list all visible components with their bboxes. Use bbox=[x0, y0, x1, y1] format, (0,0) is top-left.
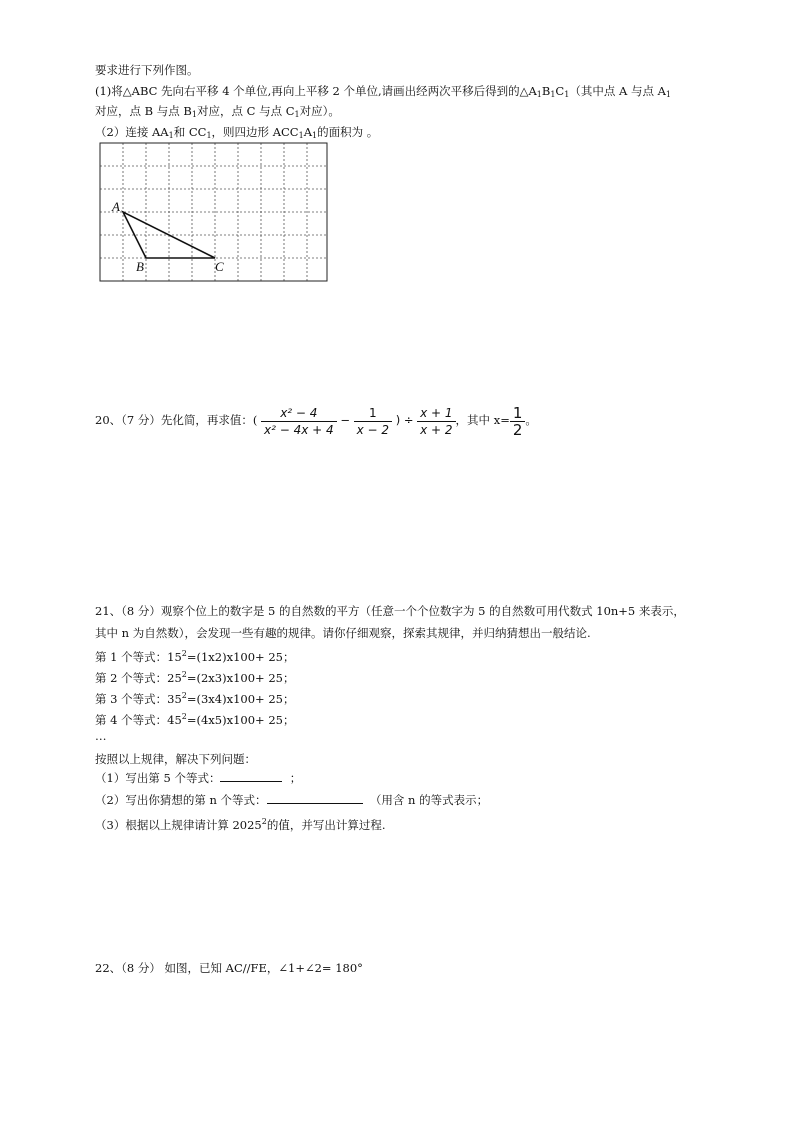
answer-blank-1[interactable] bbox=[220, 770, 282, 782]
q21-line2: 其中 n 为自然数），会发现一些有趣的规律。请你仔细观察，探索其规律，并归纳猜想出一般结论. bbox=[95, 626, 591, 640]
q19-part1-line2: 对应，点 B 与点 $B_1$对应，点 C 与点 $C_1$对应）。 bbox=[95, 104, 340, 119]
q21-eq3: 第 3 个等式：$35^2=(3x4)x100+ 25$； bbox=[95, 691, 295, 706]
q21-ellipsis: … bbox=[95, 729, 107, 743]
label-c: C bbox=[215, 259, 224, 274]
q19-part1-line1: (1)将△ABC 先向右平移 4 个单位,再向上平移 2 个单位,请画出经两次平移后得到的$\triangle A_1B_1C_1$（其中点 A 与点 $A_1$ bbox=[95, 84, 671, 99]
grid-lines bbox=[100, 143, 327, 281]
fraction-1: $\frac{\text{x² − 4}}{\text{x² − 4x + 4}}$ bbox=[261, 405, 337, 438]
q19-grid-figure bbox=[98, 141, 330, 283]
q21-sub1: （1）写出第 5 个等式： ； bbox=[95, 771, 302, 785]
q22-line: 22、（8 分） 如图，已知 AC//FE，∠1+∠2= 180° bbox=[95, 961, 363, 975]
q21-eq4: 第 4 个等式：$45^2=(4x5)x100+ 25$； bbox=[95, 712, 295, 727]
q21-line1: 21、（8 分）观察个位上的数字是 5 的自然数的平方（任意一个个位数字为 5 的自然数可用代数式 10n+5 来表示， bbox=[95, 604, 685, 618]
answer-blank-2[interactable] bbox=[267, 792, 363, 804]
q21-sub2: （2）写出你猜想的第 n 个等式： （用含 n 的等式表示； bbox=[95, 793, 489, 807]
fraction-4: $\frac{1}{2}$ bbox=[510, 405, 526, 438]
q21-eq2: 第 2 个等式：$25^2=(2x3)x100+ 25$； bbox=[95, 670, 295, 685]
q19-part2: （2）连接 $AA_1$和 $CC_1$，则四边形 $ACC_1A_1$的面积为 。 bbox=[95, 125, 379, 140]
label-b: B bbox=[136, 259, 144, 274]
q21-rule: 按照以上规律，解决下列问题： bbox=[95, 752, 256, 766]
q21-eq1: 第 1 个等式：$15^2=(1x2)x100+ 25$； bbox=[95, 649, 295, 664]
label-a: A bbox=[112, 199, 120, 214]
fraction-2: $\frac{1}{x - 2}$ bbox=[354, 405, 392, 438]
fraction-3: $\frac{x + 1}{x + 2}$ bbox=[417, 405, 455, 438]
q20-expression: 20、（7 分）先化简，再求值：( $\frac{\text{x² − 4}}{\text{x² − 4x + 4}}$ − $\frac{1}{x - 2}$ ) ÷ $\frac{x + 1}{x + 2}$ ，其中 x= $\frac{1}{2}$ 。 bbox=[95, 403, 537, 439]
q21-sub3: （3）根据以上规律请计算 2025$^2$的值，并写出计算过程. bbox=[95, 817, 386, 832]
q19-intro: 要求进行下列作图。 bbox=[95, 63, 199, 77]
